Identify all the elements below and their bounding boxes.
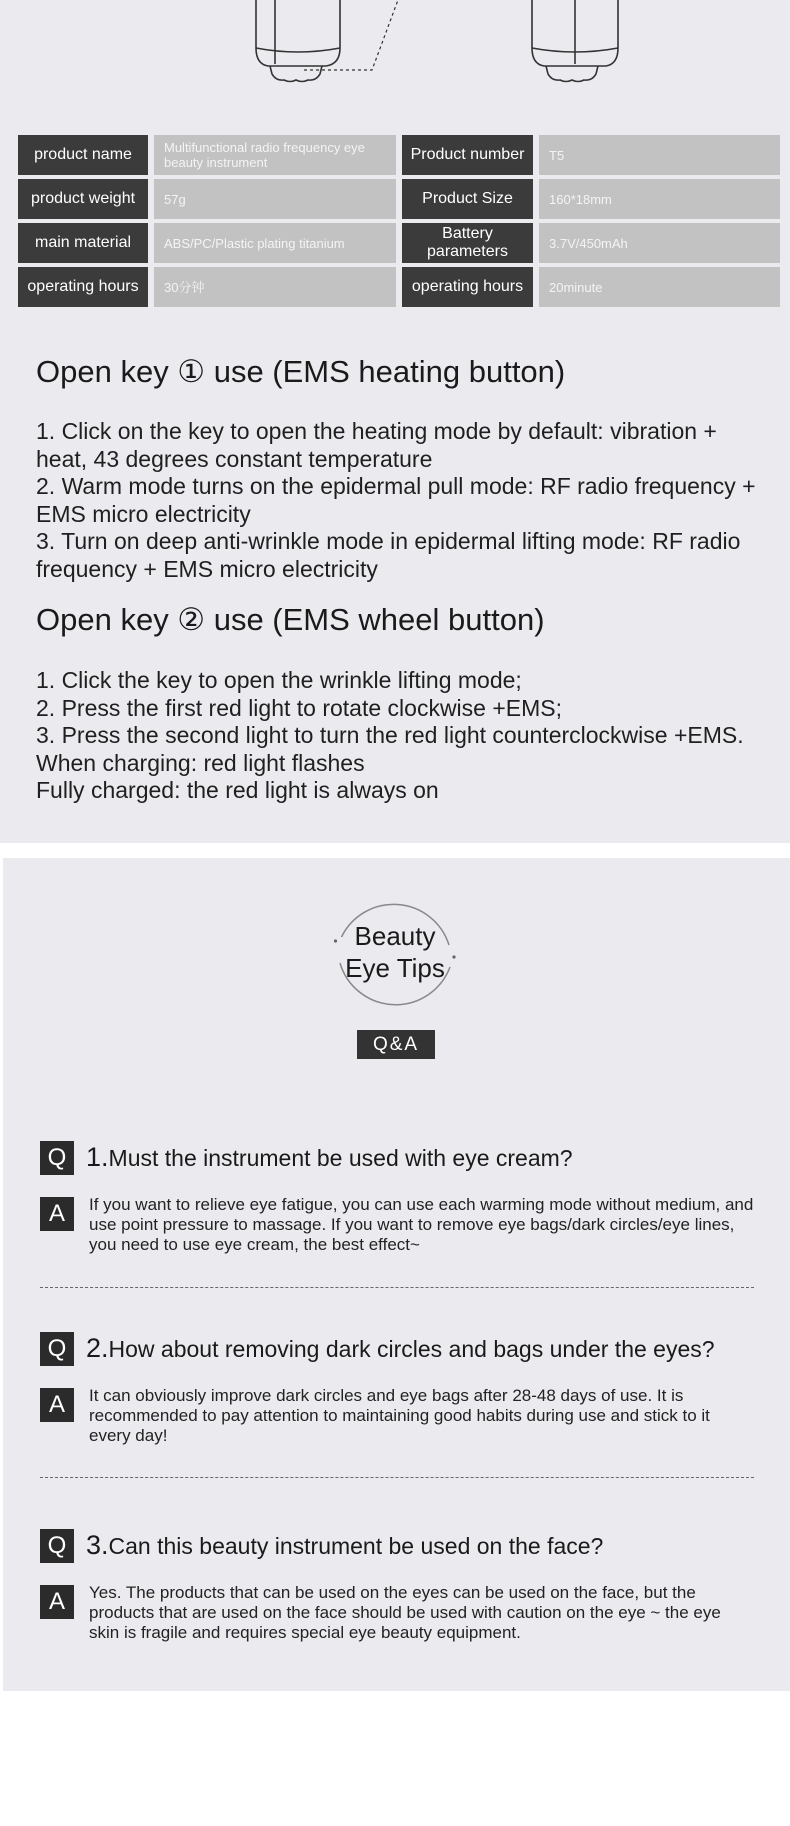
divider <box>40 1287 754 1288</box>
question-text: How about removing dark circles and bags under the eyes? <box>108 1336 715 1362</box>
divider <box>40 1477 754 1478</box>
key2-instructions <box>36 667 766 805</box>
spec-value: 30分钟 <box>154 267 396 307</box>
question-title <box>86 1142 573 1173</box>
qa-badge: Q&A <box>357 1030 435 1059</box>
question-number: 3. <box>86 1530 109 1560</box>
key1-instructions <box>36 418 766 583</box>
spec-value: 57g <box>154 179 396 219</box>
spec-row <box>18 267 780 307</box>
spec-label: Product Size <box>402 179 533 219</box>
instruction-line: 1. Click the key to open the wrinkle lifting mode; <box>36 667 522 693</box>
spec-value: T5 <box>539 135 780 175</box>
q-icon: Q <box>40 1332 74 1366</box>
instruction-line: 3. Press the second light to turn the red light counterclockwise +EMS. <box>36 722 744 748</box>
a-icon: A <box>40 1585 74 1619</box>
question-number: 2. <box>86 1333 109 1363</box>
device-illustration <box>0 0 790 90</box>
tips-title <box>332 920 458 984</box>
q-icon: Q <box>40 1141 74 1175</box>
instruction-line: 1. Click on the key to open the heating mode by default: vibration + heat, 43 degrees constant temperature <box>36 418 717 472</box>
key1-heading: Open key ① use (EMS heating button) <box>36 354 566 389</box>
spec-value: 160*18mm <box>539 179 780 219</box>
answer-text: Yes. The products that can be used on the eyes can be used on the face, but the products that are used on the face should be used with caution on the eye ~ the eye skin is fragile and requires special eye beauty equipment. <box>89 1583 721 1642</box>
instruction-line: When charging: red light flashes <box>36 749 365 776</box>
spec-label: Product number <box>402 135 533 175</box>
tips-title-line: Eye Tips <box>345 953 445 983</box>
instruction-line: 2. Warm mode turns on the epidermal pull mode: RF radio frequency + EMS micro electricity <box>36 473 756 527</box>
spec-label: product name <box>18 135 148 175</box>
answer-text: It can obviously improve dark circles and eye bags after 28-48 days of use. It is recommended to pay attention to maintaining good habits during use and stick to it every day! <box>89 1386 710 1445</box>
question-number: 1. <box>86 1142 109 1172</box>
key2-heading: Open key ② use (EMS wheel button) <box>36 602 545 637</box>
q-icon: Q <box>40 1529 74 1563</box>
a-icon: A <box>40 1197 74 1231</box>
spec-label: operating hours <box>402 267 533 307</box>
instruction-line: 2. Press the first red light to rotate clockwise +EMS; <box>36 694 563 721</box>
spec-label: main material <box>18 223 148 263</box>
instruction-line: Fully charged: the red light is always on <box>36 777 439 803</box>
spec-value: Multifunctional radio frequency eye beauty instrument <box>154 135 396 175</box>
question-text: Must the instrument be used with eye cream? <box>108 1145 573 1171</box>
spec-label: operating hours <box>18 267 148 307</box>
spec-row <box>18 179 780 219</box>
spec-value: ABS/PC/Plastic plating titanium <box>154 223 396 263</box>
spec-label: Battery parameters <box>402 223 533 263</box>
answer-text: If you want to relieve eye fatigue, you can use each warming mode without medium, and use point pressure to massage. If you want to remove eye bags/dark circles/eye lines, you need to use eye cream, the best effect~ <box>89 1195 754 1254</box>
tips-title-line: Beauty <box>354 921 436 951</box>
spec-value: 3.7V/450mAh <box>539 223 780 263</box>
spec-row <box>18 223 780 263</box>
spec-row <box>18 135 780 175</box>
spec-value: 20minute <box>539 267 780 307</box>
question-text: Can this beauty instrument be used on the face? <box>108 1533 604 1559</box>
spec-label: product weight <box>18 179 148 219</box>
question-title <box>86 1530 603 1561</box>
instruction-line: 3. Turn on deep anti-wrinkle mode in epidermal lifting mode: RF radio frequency + EMS micro electricity <box>36 528 741 582</box>
question-title <box>86 1333 715 1364</box>
a-icon: A <box>40 1388 74 1422</box>
